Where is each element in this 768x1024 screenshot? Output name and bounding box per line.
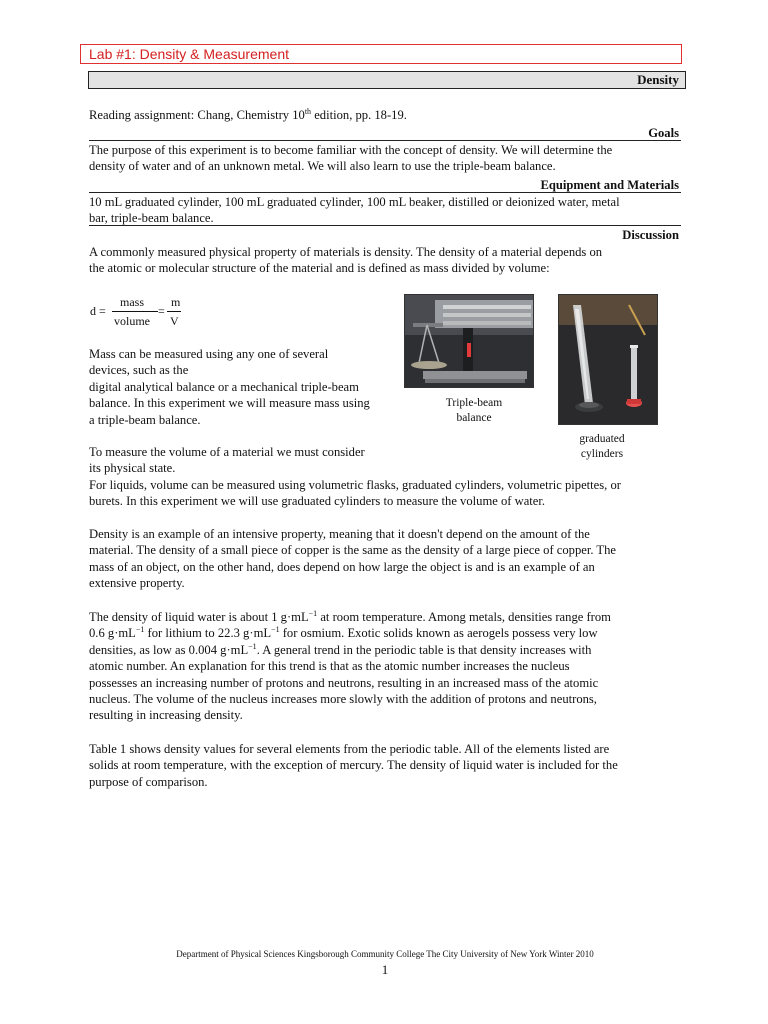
formula-den-v: V <box>170 314 179 328</box>
equipment-rule <box>89 192 681 193</box>
formula-eq: = <box>158 304 165 318</box>
density-formula <box>90 295 200 335</box>
formula-lhs: d = <box>90 304 106 318</box>
equipment-text: 10 mL graduated cylinder, 100 mL graduated cylinder, 100 mL beaker, distilled or deionized water, metal bar, triple-beam balance. <box>89 195 620 226</box>
goals-text: The purpose of this experiment is to become familiar with the concept of density. We will determine the density of water and of an unknown metal. We will also learn to use the triple-beam balance. <box>89 143 613 174</box>
fraction-bar <box>112 311 158 312</box>
discussion-heading: Discussion <box>622 228 679 242</box>
table-paragraph: Table 1 shows density values for several elements from the periodic table. All of the elements listed are solids at room temperature, with the exception of mercury. The density of liquid water is included for the purpose of comparison. <box>89 742 618 789</box>
triple-beam-balance-image <box>404 294 534 388</box>
footer-text: Department of Physical Sciences Kingsborough Community College The City University of New York Winter 2010 <box>176 949 594 959</box>
formula-den-volume: volume <box>114 314 150 328</box>
equipment-heading: Equipment and Materials <box>540 178 679 192</box>
mass-paragraph: Mass can be measured using any one of several devices, such as the digital analytical balance or a mechanical triple-beam balance. In this experiment we will measure mass using a triple-beam balance. <box>89 347 370 427</box>
fraction-bar-2 <box>167 311 181 312</box>
discussion-rule <box>89 225 681 226</box>
goals-heading: Goals <box>648 126 679 140</box>
lab-title: Lab #1: Density & Measurement <box>80 44 682 64</box>
reading-assignment: Reading assignment: Chang, Chemistry 10th edition, pp. 18-19. <box>89 107 407 122</box>
graduated-cylinders-image <box>558 294 658 425</box>
cylinders-caption: graduated cylinders <box>579 433 625 460</box>
discussion-intro: A commonly measured physical property of materials is density. The density of a material depends on the atomic or molecular structure of the material and is defined as mass divided by volume: <box>89 245 603 276</box>
balance-caption: Triple-beam balance <box>445 397 503 424</box>
section-heading-density: Density <box>88 71 686 89</box>
water-density-paragraph: The density of liquid water is about 1 $g\cdot mL^{-1}$ at room temperature. Among metals, densities range from 0.6 $g\cdot mL^{-1}$ for lithium to 22.3 $g\cdot mL^{-1}$ for osmium. Exotic solids known as aerogels possess very low densities, as low as 0.004 $g\cdot mL^{-1}$. A general trend in the periodic table is that density increases with atomic number. An explanation for this trend is that as the atomic number increases the nucleus possesses an increasing number of protons and neutrons, resulting in an increased mass of the atomic nucleus. The volume of the nucleus increases more slowly with the addition of protons and neutrons, resulting in increasing density. <box>89 609 611 723</box>
formula-num-mass: mass <box>120 295 144 309</box>
goals-rule <box>89 140 681 141</box>
formula-num-m: m <box>171 295 181 309</box>
intensive-paragraph: Density is an example of an intensive property, meaning that it doesn't depend on the amount of the material. The density of a small piece of copper is the same as the density of a large piece of copper. The mass of an object, on the other hand, does depend on how large the object is and is an example of an extensive property. <box>89 527 616 591</box>
page-number: 1 <box>381 962 389 977</box>
volume-paragraph: To measure the volume of a material we must consider its physical state. For liquids, volume can be measured using volumetric flasks, graduated cylinders, volumetric pipettes, or burets. In this experiment we will use graduated cylinders to measure the volume of water. <box>89 445 621 509</box>
